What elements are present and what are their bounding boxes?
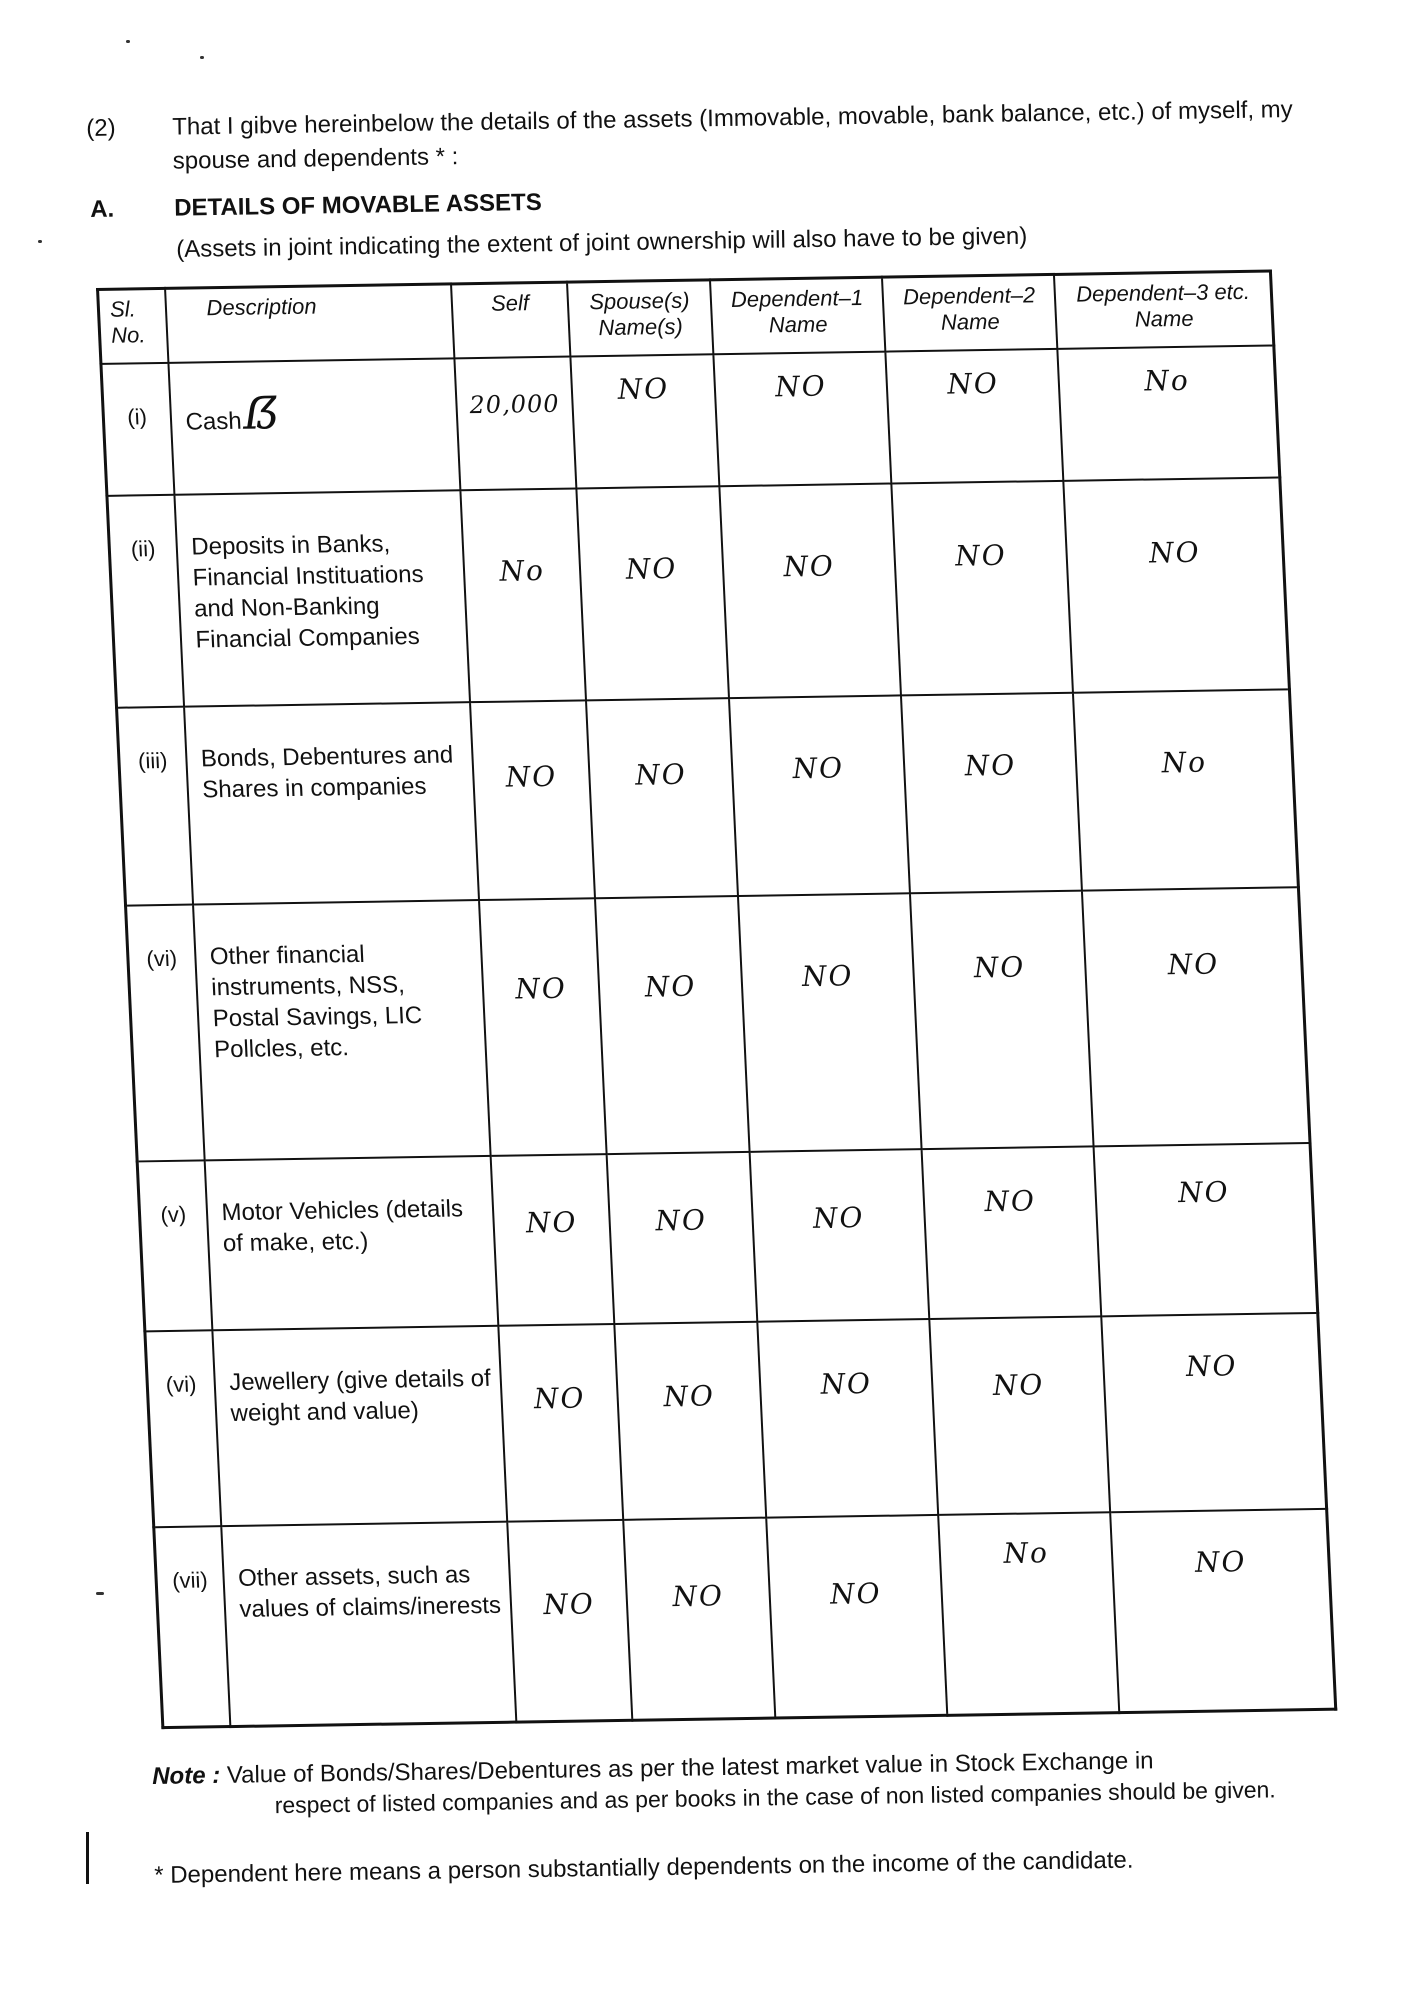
header-spouse: Spouse(s) Name(s) (567, 280, 713, 357)
table-row (117, 689, 1299, 905)
cell-self: 20,000 (454, 357, 576, 491)
cell-spouse: NO (576, 486, 729, 700)
handwritten-mark: ẞ (242, 388, 281, 440)
row-description (168, 358, 460, 494)
cell-dependent-3: NO (1110, 1509, 1335, 1712)
header-sl-no: Sl. No. (98, 288, 168, 364)
row-sl: (vii) (154, 1526, 230, 1727)
row-description-text: Cash (185, 407, 243, 436)
table-row (126, 887, 1310, 1161)
cell-spouse: NO (586, 698, 738, 898)
cell-self: NO (491, 1154, 615, 1326)
cell-dependent-2: NO (910, 891, 1094, 1150)
row-description: Other financial instruments, NSS, Postal Savings, LIC Pollcles, etc. (193, 900, 491, 1160)
section-letter: A. (90, 195, 115, 223)
note-block (152, 1743, 1333, 1822)
table-row (101, 346, 1280, 496)
cell-dependent-3: NO (1102, 1313, 1327, 1512)
header-dependent-2: Dependent–2 Name (882, 274, 1058, 351)
intro-text: That I gibve hereinbelow the details of the assets (Immovable, movable, bank balance, etc.) of myself, my spouse and dependents * : (172, 96, 1293, 175)
cell-spouse: NO (614, 1322, 766, 1520)
row-sl: (ii) (107, 495, 184, 708)
row-description: Bonds, Debentures and Shares in companies (184, 702, 479, 904)
note-label: Note : (152, 1761, 221, 1790)
table-row (137, 1143, 1318, 1331)
cell-dependent-2: No (938, 1512, 1119, 1715)
movable-assets-table-wrapper (96, 270, 1337, 1718)
cell-dependent-2: NO (885, 349, 1063, 484)
section-subtitle: (Assets in joint indicating the extent of joint ownership will also have to be given) (176, 222, 1028, 263)
cell-dependent-3: No (1058, 346, 1280, 481)
cell-dependent-2: NO (901, 693, 1082, 894)
cell-dependent-1: NO (738, 893, 922, 1152)
cell-self: NO (498, 1324, 623, 1522)
table-row (154, 1509, 1336, 1727)
cell-dependent-2: NO (922, 1146, 1102, 1319)
cell-self: NO (479, 898, 607, 1156)
cell-dependent-2: NO (929, 1316, 1110, 1515)
paragraph-number: (2) (86, 114, 116, 142)
cell-spouse: NO (570, 354, 719, 488)
row-sl: (iii) (117, 707, 193, 906)
cell-dependent-1: NO (719, 484, 901, 699)
cell-dependent-1: NO (757, 1319, 938, 1518)
row-description: Other assets, such as values of claims/inerests (221, 1522, 517, 1726)
cell-self: No (460, 488, 586, 702)
scan-speck (38, 240, 42, 243)
row-description: Jewellery (give details of weight and value) (212, 1326, 507, 1526)
cell-spouse: NO (595, 896, 750, 1154)
cell-dependent-1: NO (713, 352, 891, 487)
cell-self: NO (507, 1520, 632, 1722)
row-sl: (v) (137, 1160, 212, 1331)
cell-dependent-3: NO (1082, 887, 1310, 1146)
note-line-1: Value of Bonds/Shares/Debentures as per the latest market value in Stock Exchange in (226, 1747, 1154, 1789)
row-sl: (i) (101, 363, 174, 496)
cell-self: NO (470, 700, 595, 900)
header-self: Self (451, 282, 570, 358)
cell-spouse: NO (623, 1518, 775, 1720)
movable-assets-table (96, 270, 1337, 1729)
section-heading (90, 177, 1290, 223)
cell-dependent-3: No (1073, 689, 1298, 890)
table-row (145, 1313, 1327, 1527)
row-sl: (vi) (145, 1330, 221, 1527)
cell-dependent-1: NO (766, 1515, 947, 1718)
header-dependent-3: Dependent–3 etc. Name (1054, 271, 1274, 349)
intro-paragraph (86, 93, 1306, 175)
cell-dependent-3: NO (1094, 1143, 1318, 1316)
row-sl: (vi) (126, 905, 205, 1162)
cell-spouse: NO (607, 1152, 758, 1324)
header-dependent-1: Dependent–1 Name (710, 277, 886, 354)
row-description: Deposits in Banks, Financial Instituations and Non-Banking Financial Companies (174, 490, 470, 706)
cell-dependent-1: NO (729, 695, 910, 896)
note-line-2: respect of listed companies and as per books in the case of non listed companies should be given. (274, 1776, 1276, 1819)
dependent-footnote: * Dependent here means a person substantially dependents on the income of the candidate. (154, 1846, 1134, 1889)
section-title: DETAILS OF MOVABLE ASSETS (173, 188, 542, 222)
scan-speck (96, 1592, 104, 1595)
row-description: Motor Vehicles (details of make, etc.) (204, 1156, 498, 1330)
header-description: Description (165, 284, 455, 363)
cell-dependent-2: NO (891, 481, 1073, 696)
cell-dependent-1: NO (750, 1149, 930, 1322)
cell-dependent-3: NO (1064, 477, 1290, 692)
margin-mark (86, 1832, 89, 1884)
scan-speck (200, 56, 204, 59)
table-row (107, 477, 1289, 707)
scan-speck (126, 40, 130, 43)
